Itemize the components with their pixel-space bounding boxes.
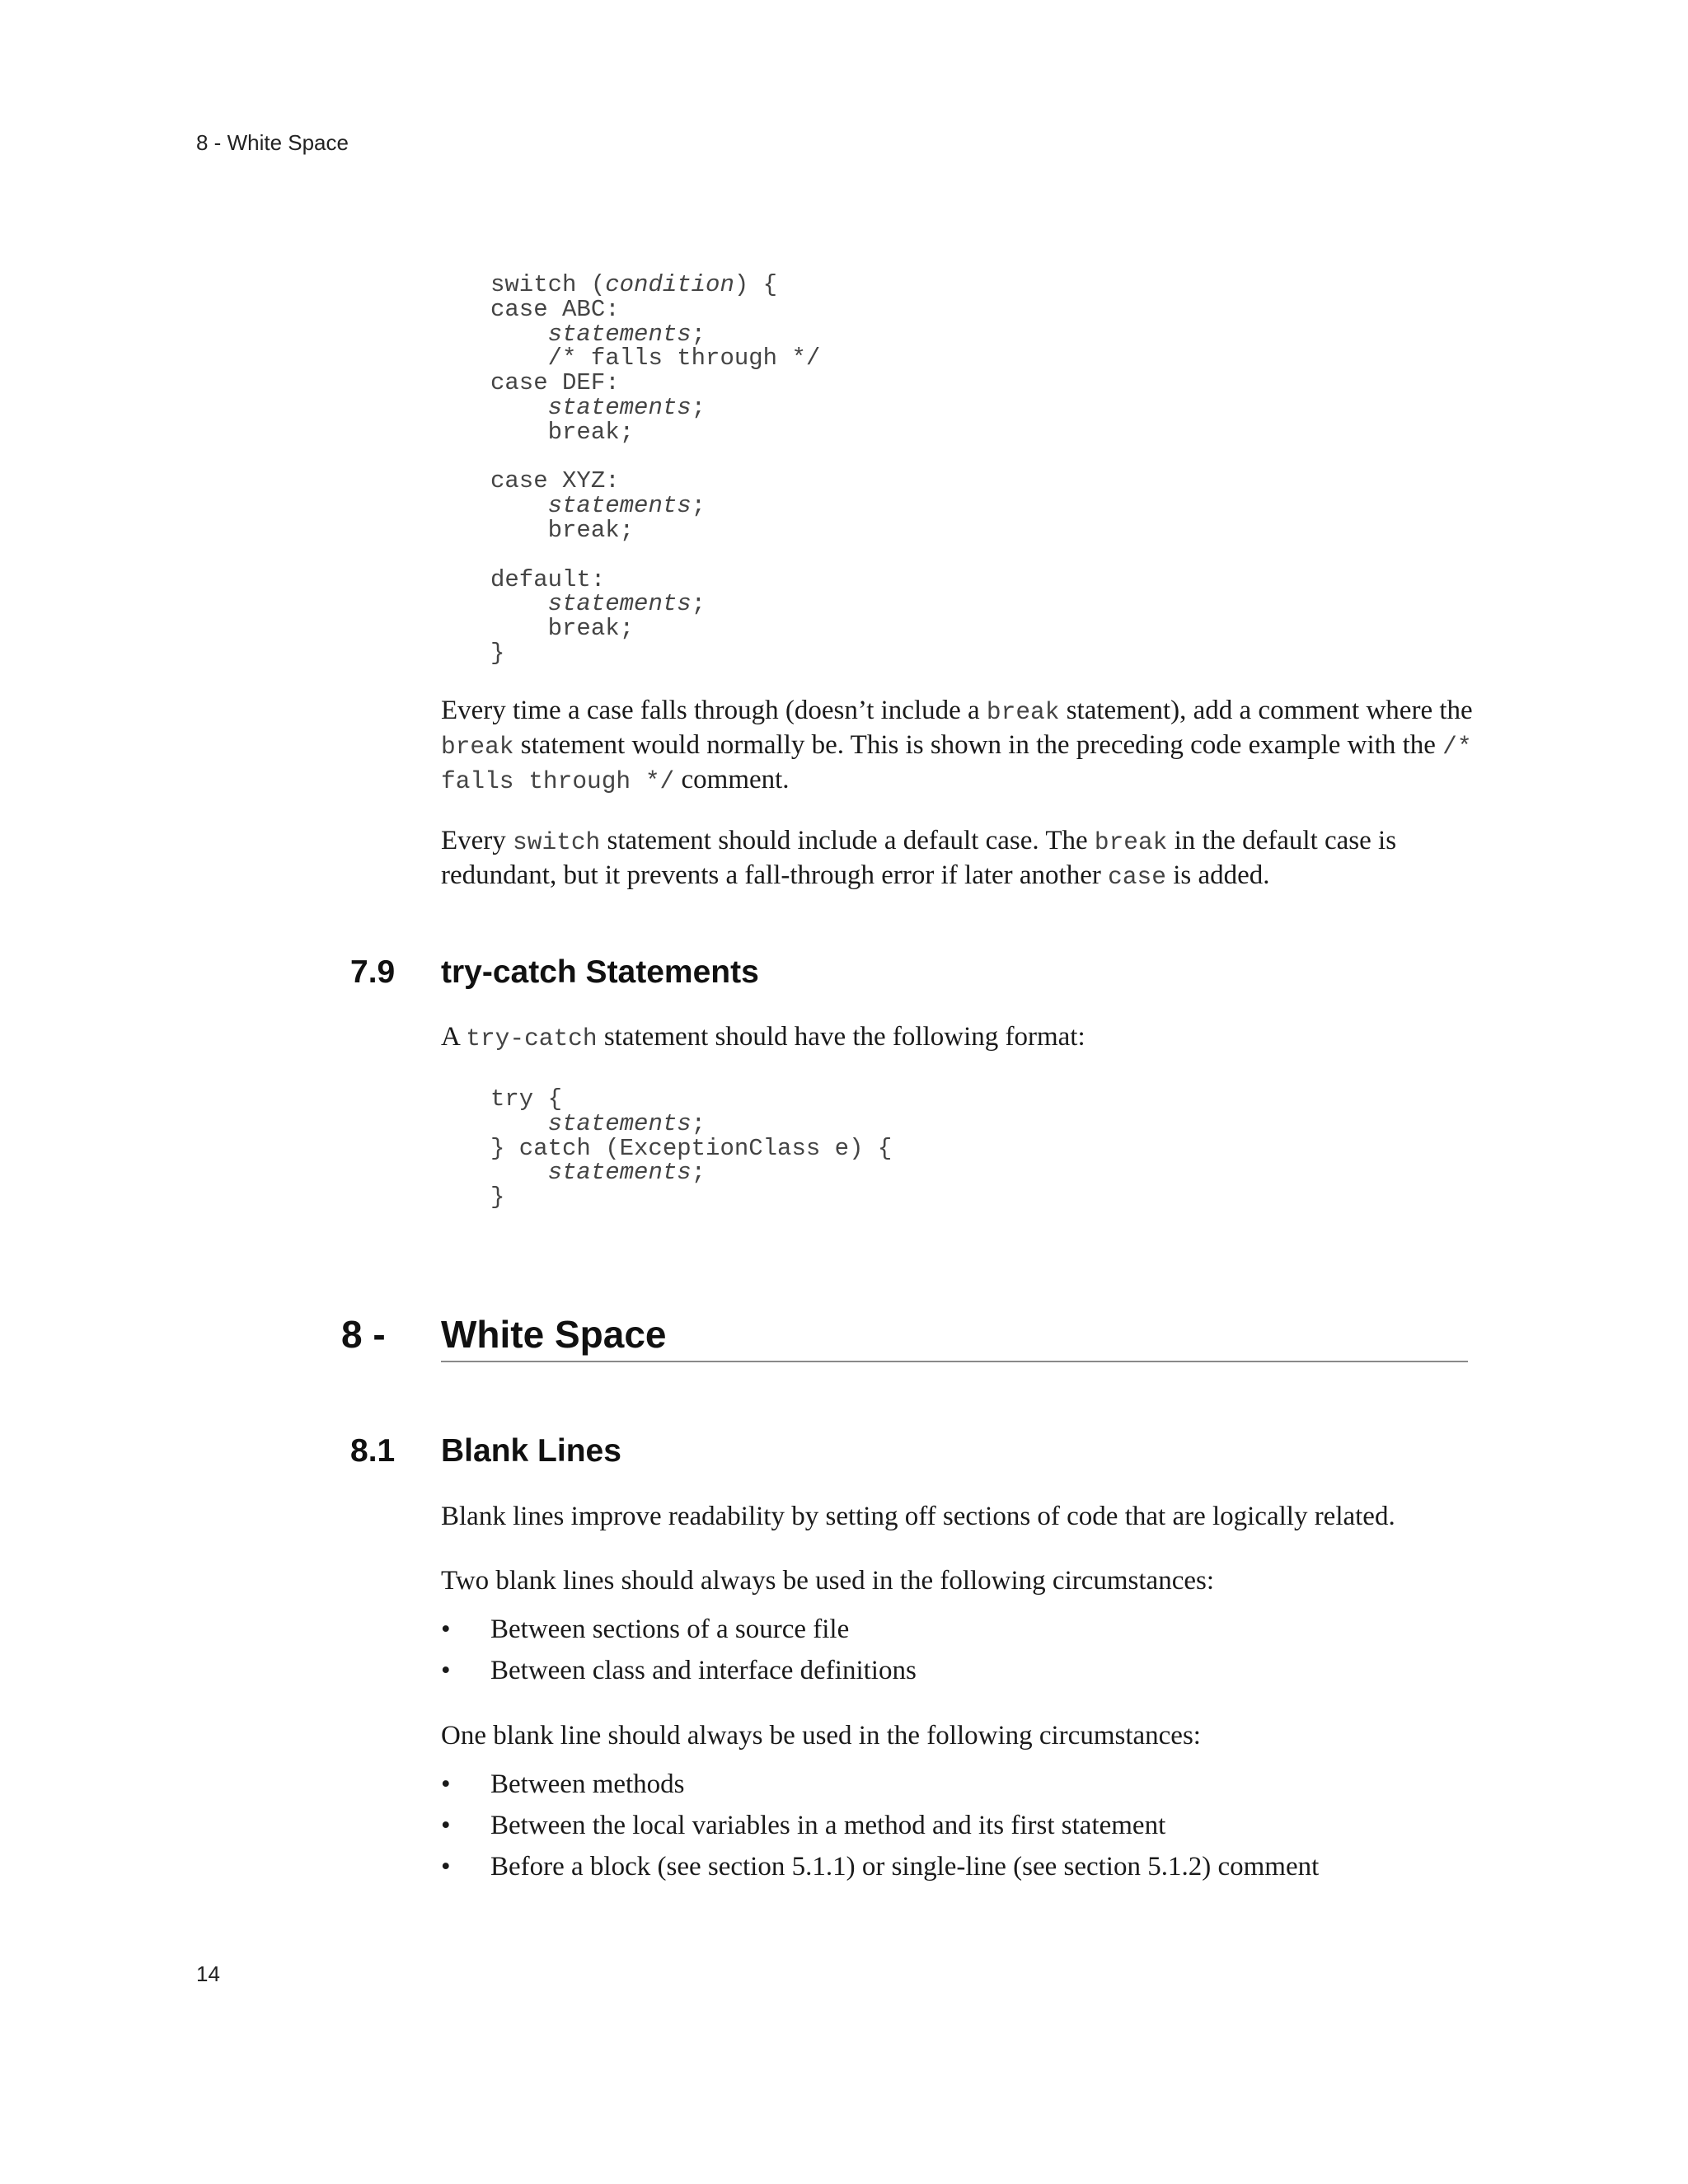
bullet-icon: • xyxy=(441,1811,451,1840)
paragraph-default-case xyxy=(441,824,1479,893)
text-run: statement should have the following format: xyxy=(597,1022,1085,1052)
bullet-list-two-blank-lines xyxy=(441,1609,917,1691)
list-item-text: Between methods xyxy=(490,1769,685,1799)
list-item xyxy=(441,1846,1319,1887)
bullet-icon: • xyxy=(441,1656,451,1685)
code-text: ) { xyxy=(734,271,778,298)
text-run: is added. xyxy=(1165,860,1270,890)
code-placeholder: statements xyxy=(547,320,692,348)
paragraph-try-catch-intro xyxy=(441,1020,1479,1055)
code-text: break; xyxy=(547,615,635,643)
code-placeholder: condition xyxy=(605,271,734,298)
code-text: case DEF: xyxy=(490,369,620,397)
inline-code: switch xyxy=(513,828,601,856)
section-heading: Blank Lines xyxy=(441,1433,621,1469)
chapter-number: 8 - xyxy=(341,1313,386,1356)
text-run: comment. xyxy=(674,765,790,794)
chapter-heading: White Space xyxy=(441,1313,667,1356)
inline-code: break xyxy=(1094,828,1168,856)
code-text: case ABC: xyxy=(490,295,620,323)
text-run: Every xyxy=(441,826,513,855)
inline-code: /* falls through */ xyxy=(441,733,1472,795)
text-run: A xyxy=(441,1022,467,1052)
inline-code: case xyxy=(1108,863,1166,891)
code-text: } xyxy=(490,1183,505,1212)
list-item-text: Between class and interface definitions xyxy=(490,1656,917,1685)
bullet-icon: • xyxy=(441,1852,451,1882)
bullet-icon: • xyxy=(441,1769,451,1799)
code-text: break; xyxy=(547,418,635,446)
text-run: statement should include a default case. The xyxy=(600,826,1095,855)
bullet-list-one-blank-line xyxy=(441,1764,1319,1887)
paragraph-one-blank-line: One blank line should always be used in the following circumstances: xyxy=(441,1721,1201,1750)
code-comment: /* falls through */ xyxy=(547,344,821,373)
code-block-switch: switch (condition) { case ABC: statements; /* falls through */ case DEF: statements; break; case XYZ: statements; break; default: statements; break; } xyxy=(490,271,821,667)
list-item xyxy=(441,1764,1319,1805)
text-run: Every time a case falls through (doesn’t include a xyxy=(441,696,987,725)
code-text: try { xyxy=(490,1085,563,1113)
code-text: } xyxy=(490,639,505,667)
paragraph-blank-lines-intro: Blank lines improve readability by setting off sections of code that are logically related. xyxy=(441,1502,1395,1531)
inline-code: break xyxy=(441,733,514,761)
section-number: 8.1 xyxy=(350,1433,396,1469)
page-number: 14 xyxy=(196,1961,220,1986)
code-block-try-catch: try { statements; } catch (ExceptionClass e) { statements; } xyxy=(490,1085,893,1212)
text-run: in the default case is redundant, but it prevents a fall-through error if later another xyxy=(441,826,1397,890)
code-placeholder: statements xyxy=(547,393,692,421)
list-item-text: Before a block (see section 5.1.1) or single-line (see section 5.1.2) comment xyxy=(490,1852,1320,1882)
code-text: break; xyxy=(547,516,635,544)
code-placeholder: statements xyxy=(547,492,692,520)
paragraph-two-blank-lines: Two blank lines should always be used in the following circumstances: xyxy=(441,1566,1215,1596)
code-text: case XYZ: xyxy=(490,467,620,495)
list-item-text: Between the local variables in a method and its first statement xyxy=(490,1811,1166,1840)
running-header: 8 - White Space xyxy=(196,130,349,155)
code-placeholder: statements xyxy=(547,1109,692,1137)
code-text: switch ( xyxy=(490,271,606,298)
code-text: } catch (ExceptionClass e) { xyxy=(490,1134,893,1162)
inline-code: break xyxy=(986,698,1060,726)
section-heading: try-catch Statements xyxy=(441,954,759,990)
list-item xyxy=(441,1609,917,1650)
inline-code: try-catch xyxy=(466,1024,598,1052)
paragraph-fallthrough xyxy=(441,694,1479,798)
code-placeholder: statements xyxy=(547,1159,692,1187)
list-item xyxy=(441,1650,917,1691)
list-item xyxy=(441,1805,1319,1846)
list-item-text: Between sections of a source file xyxy=(490,1615,850,1644)
code-text: default: xyxy=(490,565,606,593)
text-run: statement would normally be. This is shown in the preceding code example with the xyxy=(513,730,1443,760)
code-placeholder: statements xyxy=(547,590,692,618)
chapter-divider xyxy=(441,1361,1468,1362)
section-number: 7.9 xyxy=(350,954,396,990)
bullet-icon: • xyxy=(441,1615,451,1644)
text-run: statement), add a comment where the xyxy=(1059,696,1473,725)
